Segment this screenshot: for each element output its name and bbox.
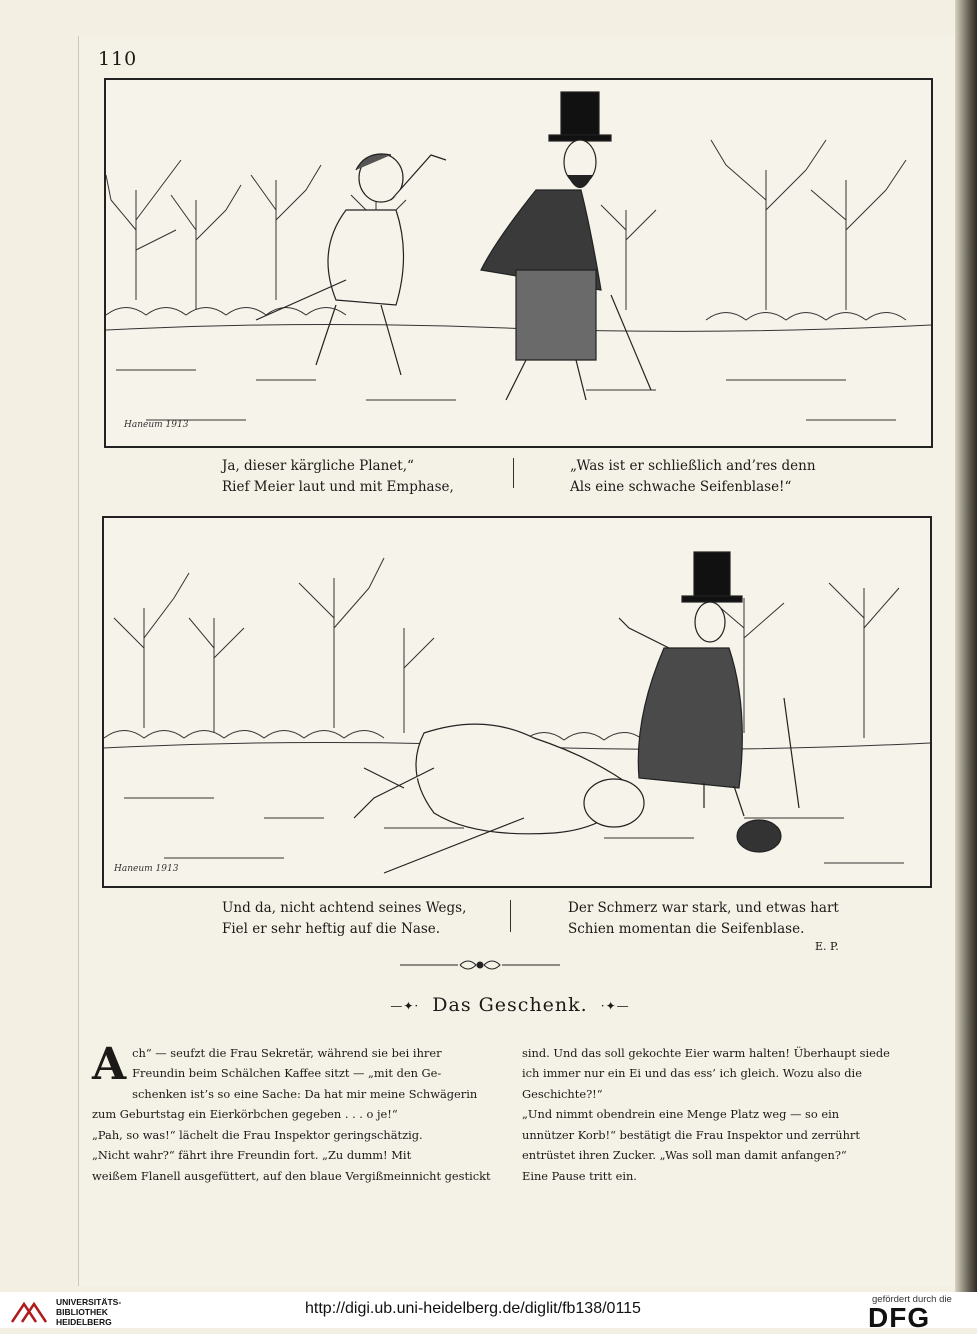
- article-column-right: [522, 1022, 934, 1186]
- funding-note: gefördert durch die: [872, 1294, 952, 1305]
- illustration-panel-1: [104, 78, 933, 448]
- panel1-caption-right: „Was ist er schließlich and’res denn Als eine schwache Seifenblase!“: [570, 458, 816, 495]
- author-initials: E. P.: [815, 940, 839, 953]
- drop-cap: A: [92, 1038, 127, 1090]
- page-number: 110: [98, 48, 138, 70]
- ornament-left: —✦·: [390, 999, 420, 1013]
- university-library-logo-icon: [10, 1300, 50, 1324]
- illustration-walking-scene: [106, 80, 931, 446]
- article-text-right: sind. Und das soll gekochte Eier warm halten! Überhaupt siede ich immer nur ein Ei und das ess’ ich gleich. Wozu also die Geschichte?!“ „Und nimmt obendrein eine Menge Platz weg — so ein unnützer Korb!“ bestätigt die Frau Inspektor und zerrührt entrüstet ihren Zucker. „Was soll man damit anfangen?“ Eine Pause tritt ein.: [522, 1045, 890, 1183]
- article-text-left: ch“ — seufzt die Frau Sekretär, während sie bei ihrer Freundin beim Schälchen Kaffee sitzt — „mit den Ge- schenken ist’s so eine Sache: Da hat mir meine Schwägerin zum Geburtstag ein Eierkörbchen gegeben . . . o je!“ „Pah, so was!“ lächelt die Frau Inspektor geringschätzig. „Nicht wahr?“ fährt ihre Freundin fort. „Zu dumm! Mit weißem Flanell ausgefüttert, auf den blaue Vergißmeinnicht gestickt: [92, 1045, 491, 1183]
- illustration-fall-scene: [104, 518, 930, 886]
- panel2-caption-right: Der Schmerz war stark, und etwas hart Schien momentan die Seifenblase.: [568, 900, 839, 937]
- ornament-divider: [400, 956, 560, 974]
- viewer-footer: [0, 1292, 977, 1328]
- permalink-url[interactable]: http://digi.ub.uni-heidelberg.de/diglit/fb138/0115: [305, 1300, 641, 1317]
- panel1-caption-left: Ja, dieser kärgliche Planet,“ Rief Meier laut und mit Emphase,: [222, 458, 454, 495]
- caption-divider: [510, 900, 511, 932]
- article-column-left: [92, 1022, 500, 1186]
- article-title-row: [360, 994, 660, 1016]
- illustration-panel-2: [102, 516, 932, 888]
- caption-divider: [513, 458, 514, 488]
- library-name: UNIVERSITÄTS- BIBLIOTHEK HEIDELBERG: [56, 1297, 122, 1327]
- article-title: Das Geschenk.: [432, 994, 588, 1016]
- book-spine-edge: [955, 0, 977, 1328]
- panel2-caption-left: Und da, nicht achtend seines Wegs, Fiel er sehr heftig auf die Nase.: [222, 900, 467, 937]
- ornament-right: ·✦—: [600, 999, 630, 1013]
- artist-signature: Haneum 1913: [124, 420, 189, 430]
- artist-signature: Haneum 1913: [114, 864, 179, 874]
- dfg-logo: DFG: [868, 1302, 931, 1333]
